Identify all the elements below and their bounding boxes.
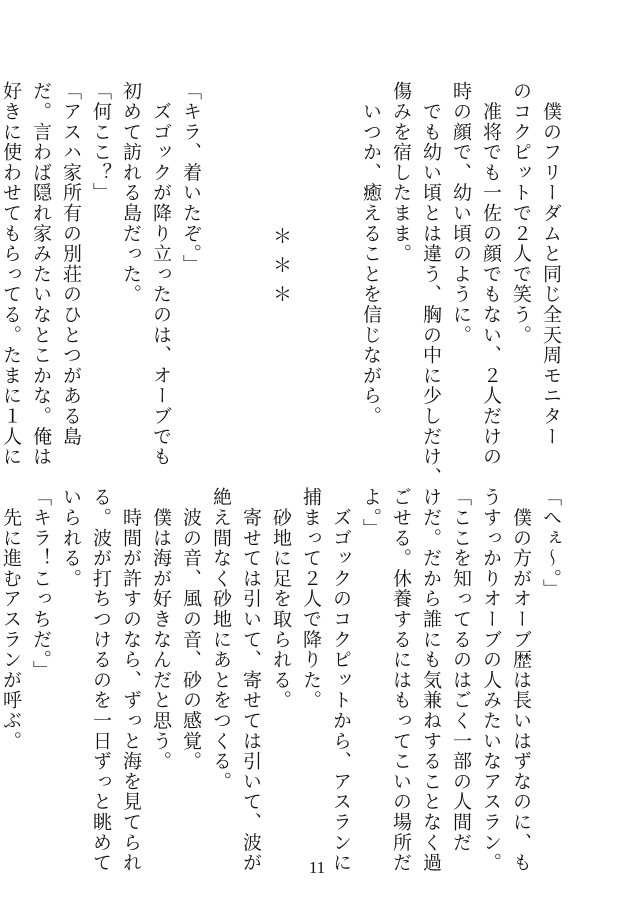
text-line: だ。言わば隠れ家みたいなとこかな。俺は — [30, 81, 52, 468]
text-line: 波の音、風の音、砂の感覚。 — [180, 487, 202, 772]
text-line: 「何ここ？」 — [90, 81, 112, 204]
section-break: ＊＊＊ — [270, 81, 292, 314]
text-line: のコクピットで２人で笑う。 — [510, 81, 532, 346]
text-line: いつか、癒えることを信じながら。 — [360, 81, 382, 427]
text-line: 「へぇ〜。」 — [540, 487, 562, 600]
text-line: 捕まって２人で降りた。 — [300, 487, 322, 711]
text-line: ズゴックのコクピットから、アスランに — [330, 487, 352, 874]
text-line: 時間が許すのなら、ずっと海を見てられ — [120, 487, 142, 874]
text-line: 「アスハ家所有の別荘のひとつがある島 — [60, 81, 82, 447]
text-line: 砂地に足を取られる。 — [270, 487, 292, 711]
page-number: 11 — [308, 858, 326, 877]
text-line: 先に進むアスランが呼ぶ。 — [0, 487, 22, 752]
text-line: 「ここを知ってるのはごく一部の人間だ — [450, 487, 472, 853]
text-line: いられる。 — [60, 487, 82, 589]
text-line: 時の顔で、幼い頃のように。 — [450, 81, 472, 346]
text-line: よ。」 — [360, 487, 382, 539]
text-line: うすっかりオーブの人みたいなアスラン。 — [480, 487, 502, 874]
text-line: 寄せては引いて、寄せては引いて、波が — [240, 487, 262, 874]
text-line: 傷みを宿したまま。 — [390, 81, 412, 265]
text-line: 僕は海が好きなんだと思う。 — [150, 487, 172, 772]
text-line: けだ。だから誰にも気兼ねすることなく過 — [420, 487, 442, 874]
text-line: 「キラ、着いたぞ。」 — [180, 81, 202, 275]
text-line: 絶え間なく砂地にあとをつくる。 — [210, 487, 232, 792]
text-line: 僕の方がオーブ歴は長いはずなのに、も — [510, 487, 532, 874]
text-line: 准将でも一佐の顔でもない、２人だけの — [480, 81, 502, 468]
text-line: 「キラ！こっちだ。」 — [30, 487, 52, 681]
text-line: 僕のフリーダムと同じ全天周モニター — [540, 81, 562, 447]
text-line: る。波が打ちつけるのを一日ずっと眺めて — [90, 487, 112, 874]
upper-text-block — [0, 52, 596, 488]
text-line: 初めて訪れる島だった。 — [120, 81, 142, 305]
text-line: 好きに使わせてもらってる。たまに１人に — [0, 81, 22, 468]
text-line: ズゴックが降り立ったのは、オーブでも — [150, 81, 172, 468]
text-line: でも幼い頃とは違う、胸の中に少しだけ、 — [420, 81, 442, 488]
text-line: ごせる。休養するにはもってこいの場所だ — [390, 487, 412, 874]
